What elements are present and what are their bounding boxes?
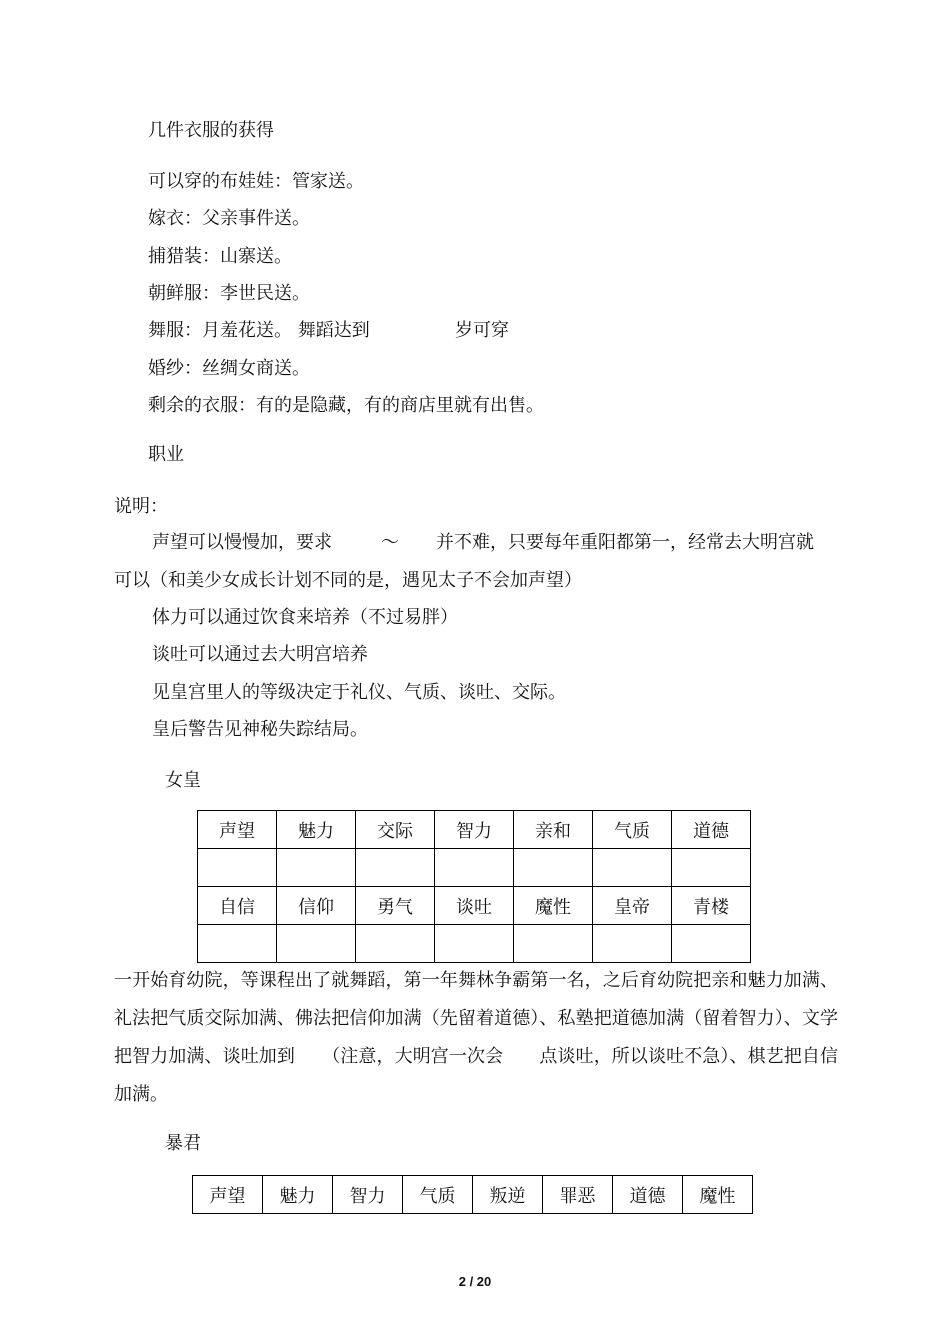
table-row <box>198 887 751 925</box>
empress-title: 女皇 <box>165 770 201 791</box>
table-cell: 勇气 <box>356 887 435 925</box>
table-cell: 青楼 <box>672 887 751 925</box>
table-cell: 谈吐 <box>435 887 514 925</box>
clothes-item: 剩余的衣服：有的是隐藏，有的商店里就有出售。 <box>148 395 544 416</box>
table-cell: 魅力 <box>277 811 356 849</box>
table-cell: 气质 <box>593 811 672 849</box>
clothes-item: 朝鲜服：李世民送。 <box>148 283 310 304</box>
table-cell: 道德 <box>613 1176 683 1214</box>
table-cell: 魔性 <box>514 887 593 925</box>
page-number: 2 / 20 <box>458 1274 492 1289</box>
table-cell: 魅力 <box>263 1176 333 1214</box>
table-cell: 智力 <box>435 811 514 849</box>
career-line: 见皇宫里人的等级决定于礼仪、气质、谈吐、交际。 <box>152 682 566 703</box>
table-cell-empty <box>277 849 356 887</box>
career-line: 并不难，只要每年重阳都第一，经常去大明宫就 <box>436 532 814 553</box>
table-cell: 信仰 <box>277 887 356 925</box>
table-cell-empty <box>593 925 672 963</box>
table-row <box>193 1176 753 1214</box>
career-line: 皇后警告见神秘失踪结局。 <box>152 719 368 740</box>
table-cell-empty <box>277 925 356 963</box>
career-line: 谈吐可以通过去大明宫培养 <box>152 644 368 665</box>
table-cell: 皇帝 <box>593 887 672 925</box>
table-cell: 叛逆 <box>473 1176 543 1214</box>
empress-stats-table <box>197 810 751 963</box>
table-cell: 气质 <box>403 1176 473 1214</box>
table-cell-empty <box>514 849 593 887</box>
tyrant-title: 暴君 <box>165 1133 201 1154</box>
career-line: 体力可以通过饮食来培养（不过易胖） <box>152 607 458 628</box>
empress-guide-paragraph: 一开始育幼院，等课程出了就舞蹈，第一年舞林争霸第一名，之后育幼院把亲和魅力加满、礼法把气质交际加满、佛法把信仰加满（先留着道德）、私塾把道德加满（留着智力）、文学把智力加满、谈吐加到 （注意，大明宫一次会 点谈吐，所以谈吐不急）、棋艺把自信加满。 <box>114 970 838 1105</box>
table-cell: 道德 <box>672 811 751 849</box>
note-label: 说明： <box>114 496 168 517</box>
table-cell-empty <box>593 849 672 887</box>
clothes-heading: 几件衣服的获得 <box>148 120 274 141</box>
table-cell: 交际 <box>356 811 435 849</box>
table-cell: 魔性 <box>683 1176 753 1214</box>
table-row <box>198 849 751 887</box>
table-row <box>198 925 751 963</box>
table-cell: 声望 <box>193 1176 263 1214</box>
table-cell: 声望 <box>198 811 277 849</box>
table-cell-empty <box>356 849 435 887</box>
table-cell-empty <box>435 925 514 963</box>
table-row <box>198 811 751 849</box>
clothes-item: 婚纱：丝绸女商送。 <box>148 358 310 379</box>
table-cell-empty <box>672 925 751 963</box>
table-cell: 自信 <box>198 887 277 925</box>
clothes-item: 嫁衣：父亲事件送。 <box>148 208 310 229</box>
clothes-item-suffix: 岁可穿 <box>455 320 509 341</box>
table-cell: 罪恶 <box>543 1176 613 1214</box>
table-cell-empty <box>672 849 751 887</box>
table-cell-empty <box>435 849 514 887</box>
table-cell: 亲和 <box>514 811 593 849</box>
tyrant-stats-table <box>192 1175 753 1214</box>
clothes-item: 舞服：月羞花送。 舞蹈达到 <box>148 320 370 341</box>
table-cell-empty <box>356 925 435 963</box>
clothes-item: 捕猎装：山寨送。 <box>148 246 292 267</box>
career-line: 声望可以慢慢加，要求 <box>152 532 332 553</box>
career-line: 可以（和美少女成长计划不同的是，遇见太子不会加声望） <box>114 570 582 591</box>
table-cell-empty <box>198 849 277 887</box>
career-line-tilde: ～ <box>381 532 399 553</box>
table-cell-empty <box>198 925 277 963</box>
clothes-item: 可以穿的布娃娃：管家送。 <box>148 171 364 192</box>
table-cell: 智力 <box>333 1176 403 1214</box>
table-cell-empty <box>514 925 593 963</box>
career-heading: 职业 <box>148 444 184 465</box>
